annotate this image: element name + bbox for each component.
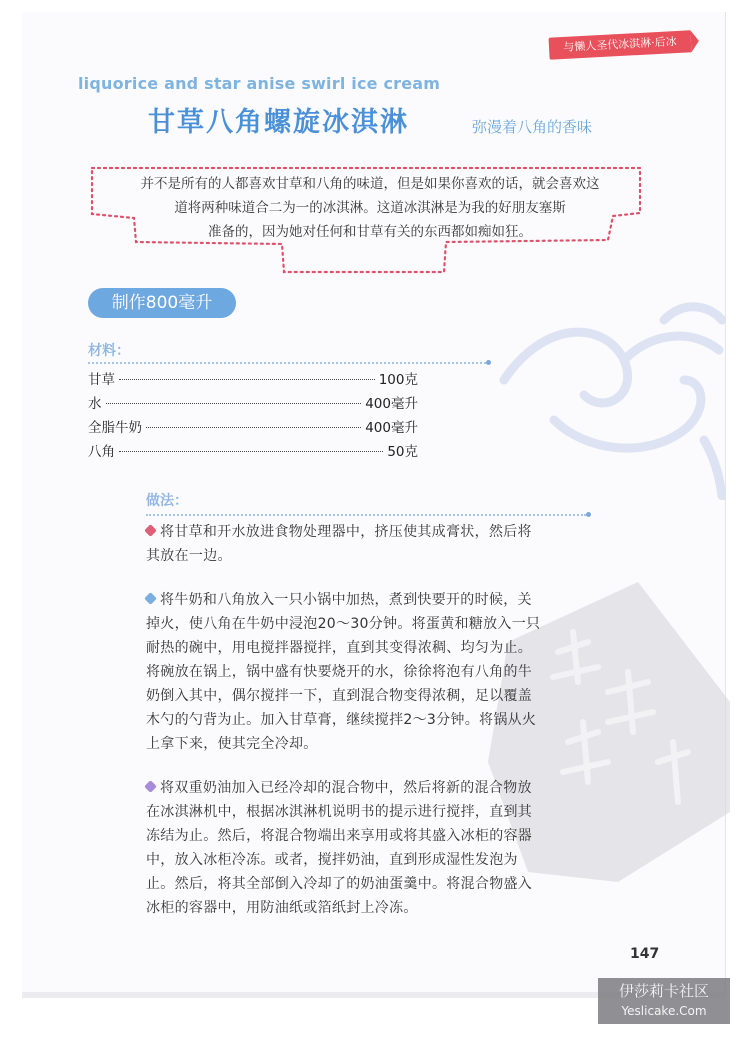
divider-dot: [486, 360, 491, 365]
ingredients-divider: [88, 362, 486, 364]
intro-line: 准备的，因为她对任何和甘草有关的东西都如痴如狂。: [208, 224, 532, 240]
method-divider: [146, 514, 586, 516]
step-2: [146, 588, 544, 756]
diamond-icon: [144, 780, 157, 793]
page-number: 147: [630, 946, 660, 962]
step-text: 将甘草和开水放进食物处理器中，挤压使其成膏状，然后将其放在一边。: [146, 524, 532, 564]
english-title: liquorice and star anise swirl ice cream: [78, 74, 441, 93]
method-steps: [146, 520, 544, 940]
chinese-title: 甘草八角螺旋冰淇淋: [148, 107, 409, 138]
diamond-icon: [144, 592, 157, 605]
yield-badge: 制作800毫升: [88, 288, 236, 318]
chapter-tag: 与懒人圣代冰淇淋·后冰: [549, 30, 692, 59]
step-text: 将双重奶油加入已经冷却的混合物中，然后将新的混合物放在冰淇淋机中，根据冰淇淋机说明书的提示进行搅拌，直到其冻结为止。然后，将混合物端出来享用或将其盛入冰柜的容器中，放入冰柜冷冻。或者，搅拌奶油，直到形成湿性发泡为止。然后，将其全部倒入冷却了的奶油蛋羹中。将混合物盛入冰柜的容器中，用防油纸或箔纸封上冷冻。: [146, 780, 533, 916]
ingredient-row: [88, 368, 418, 392]
ingredients-list: [88, 368, 418, 464]
ingredient-qty: 50克: [387, 444, 418, 460]
ingredient-qty: 400毫升: [365, 420, 418, 436]
ingredients-heading: 材料：: [88, 343, 130, 359]
diamond-icon: [144, 524, 157, 537]
step-3: [146, 776, 544, 920]
ingredient-row: [88, 416, 418, 440]
ingredient-row: [88, 392, 418, 416]
subtitle: 弥漫着八角的香味: [472, 118, 593, 136]
intro-text: [110, 172, 630, 244]
ingredient-name: 八角: [88, 444, 115, 460]
intro-line: 道将两种味道合二为一的冰淇淋。这道冰淇淋是为我的好朋友塞斯: [174, 200, 566, 216]
watermark-line-1: 伊莎莉卡社区: [618, 982, 709, 1000]
ingredient-name: 全脂牛奶: [88, 420, 142, 436]
site-watermark: [598, 978, 730, 1024]
ingredient-qty: 100克: [378, 372, 418, 388]
ingredient-row: [88, 440, 418, 464]
ingredient-qty: 400毫升: [365, 396, 418, 412]
ingredient-name: 甘草: [88, 372, 115, 388]
step-1: [146, 520, 544, 568]
intro-line: 并不是所有的人都喜欢甘草和八角的味道，但是如果你喜欢的话，就会喜欢这: [140, 176, 600, 192]
watermark-line-2: Yeslicake.Com: [621, 1004, 707, 1018]
leader-dots: [146, 427, 361, 428]
divider-dot: [586, 512, 591, 517]
leader-dots: [119, 451, 383, 452]
leader-dots: [119, 379, 375, 380]
leader-dots: [106, 403, 362, 404]
step-text: 将牛奶和八角放入一只小锅中加热，煮到快要开的时候，关掉火，使八角在牛奶中浸泡20～30分钟。将蛋黄和糖放入一只耐热的碗中，用电搅拌器搅拌，直到其变得浓稠、均匀为止。将碗放在锅上，锅中盛有快要烧开的水，徐徐将泡有八角的牛奶倒入其中，偶尔搅拌一下，直到混合物变得浓稠，足以覆盖木勺的勺背为止。加入甘草膏，继续搅拌2～3分钟。将锅从火上拿下来，使其完全冷却。: [146, 592, 541, 752]
method-heading: 做法：: [146, 493, 188, 509]
ingredient-name: 水: [88, 396, 102, 412]
swirl-ornament: [494, 300, 726, 500]
intro-box: [88, 158, 644, 278]
